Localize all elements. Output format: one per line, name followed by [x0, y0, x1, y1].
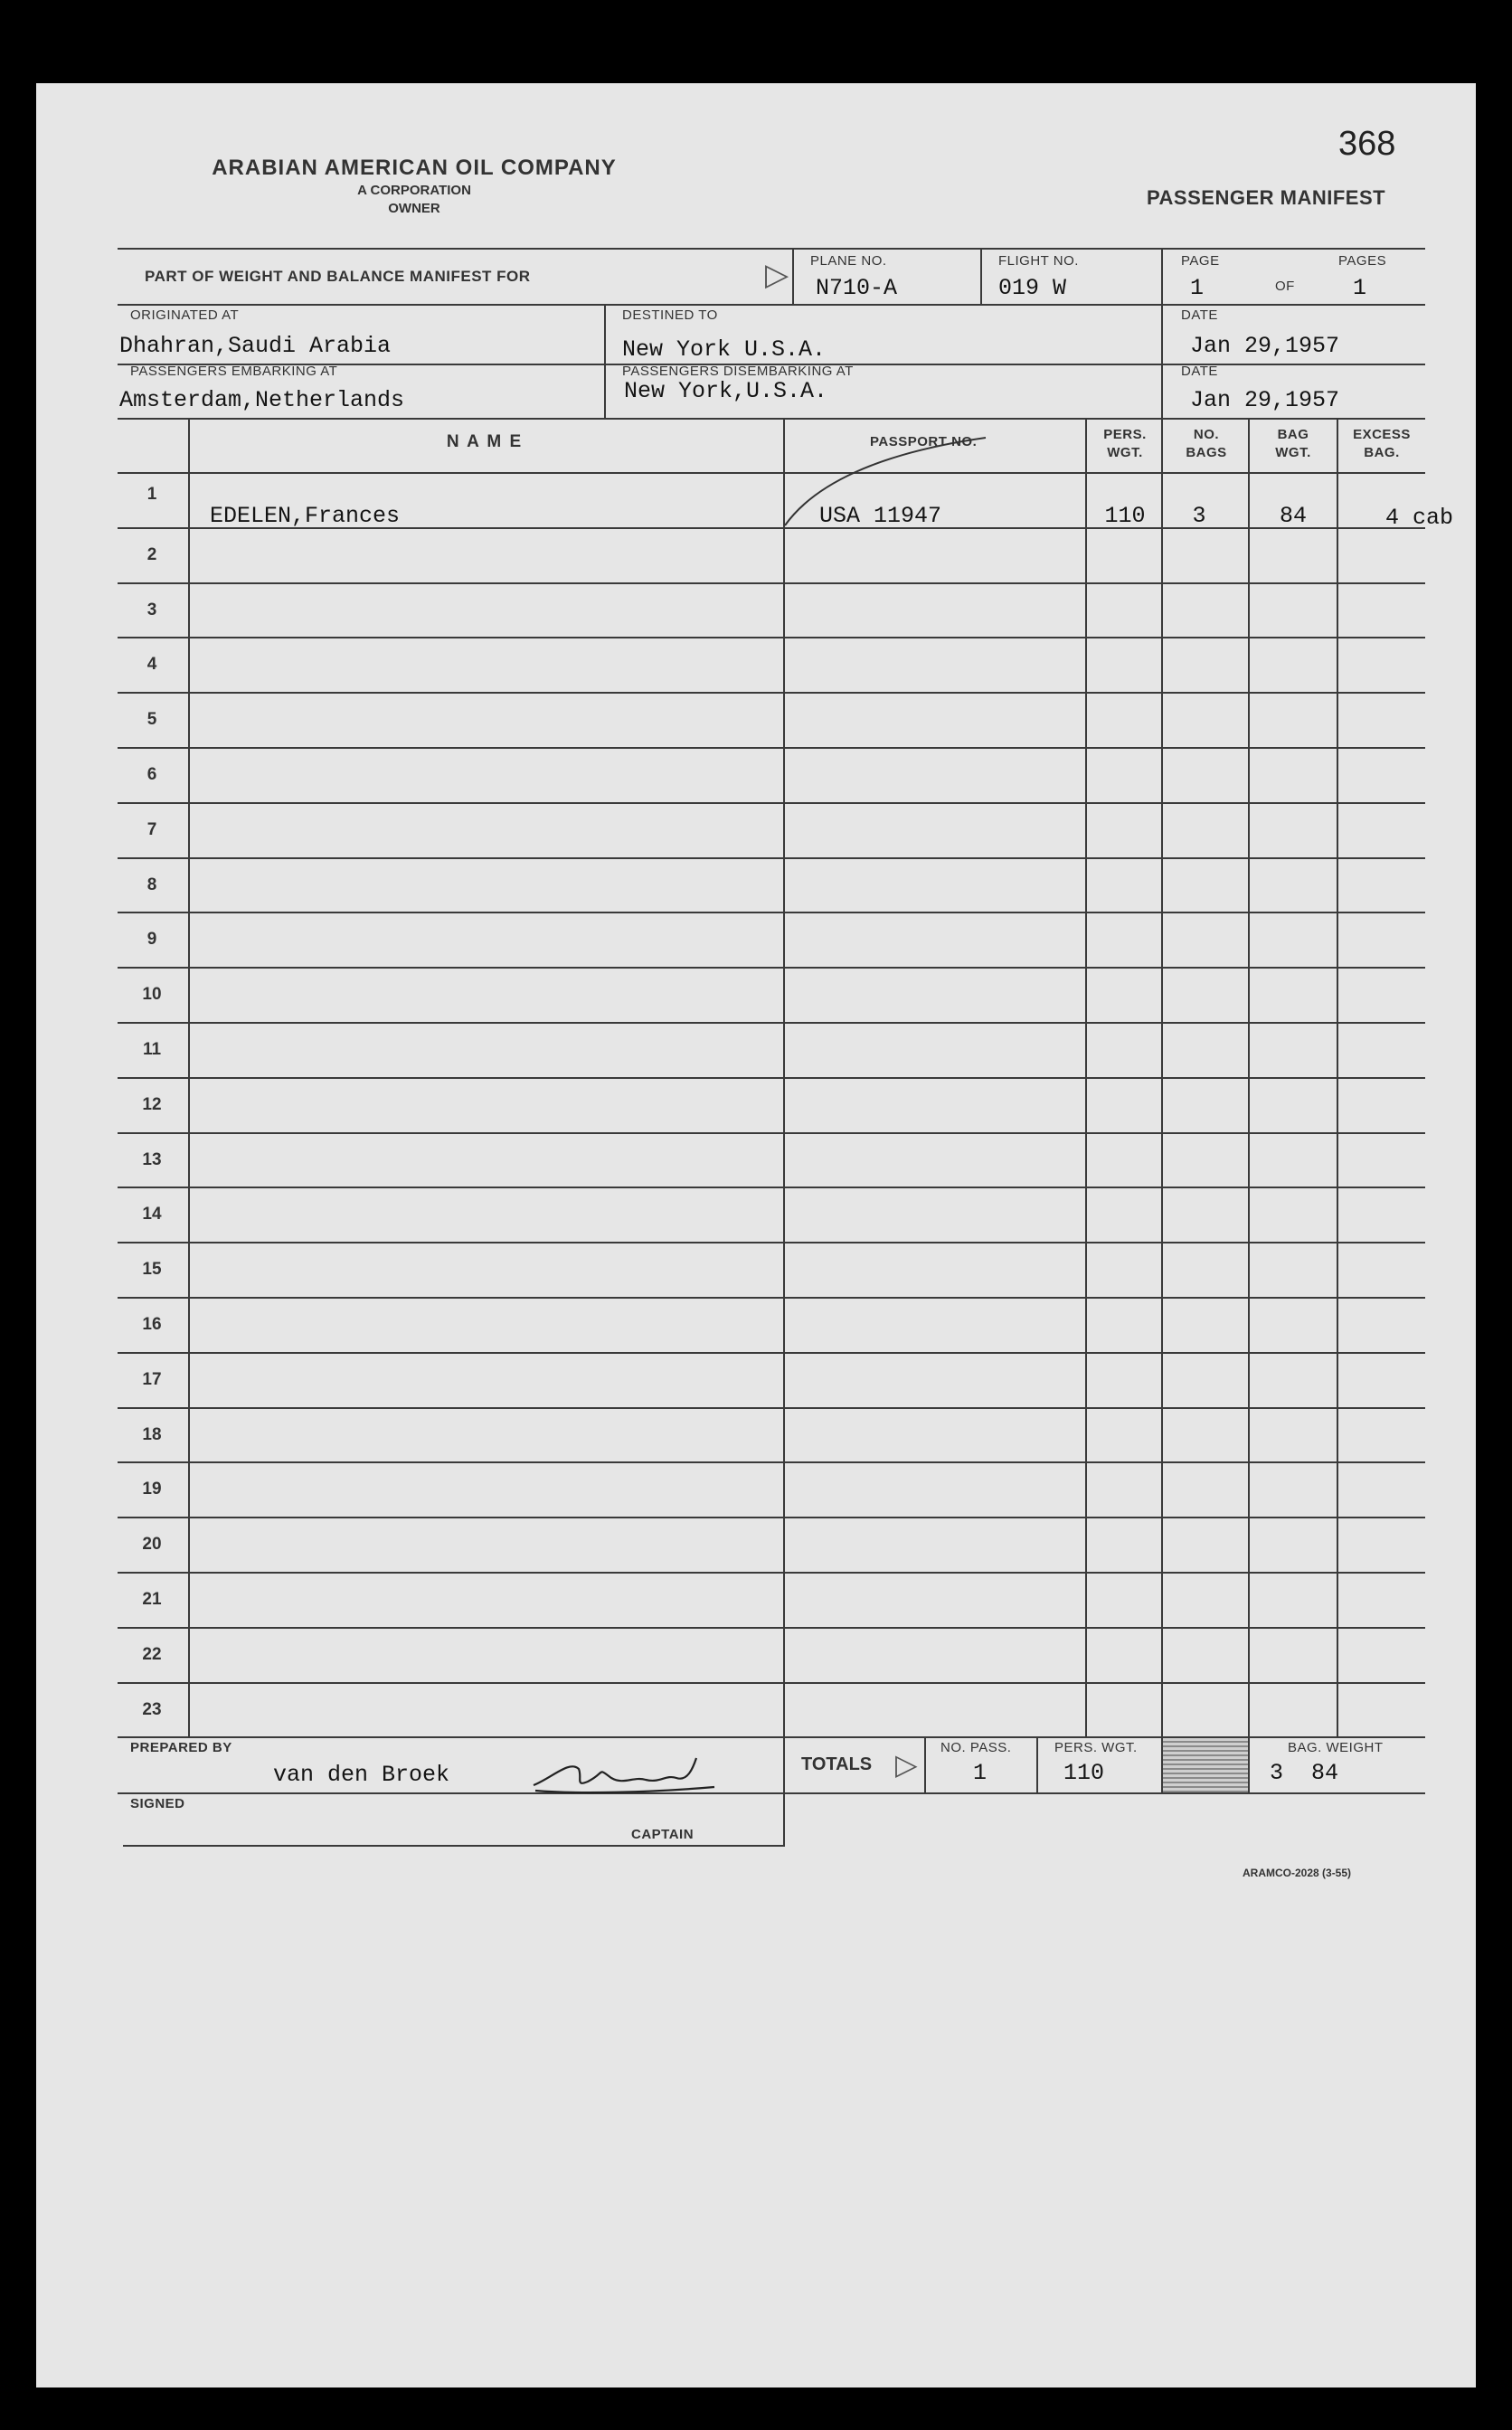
row-line — [118, 1077, 1425, 1079]
totals-label: TOTALS — [801, 1754, 873, 1774]
destined-value: New York U.S.A. — [622, 336, 827, 363]
row-line — [118, 637, 1425, 638]
row-number: 15 — [142, 1260, 162, 1279]
col-passport-header: PASSPORT NO. — [870, 434, 978, 449]
originated-value: Dhahran,Saudi Arabia — [119, 333, 392, 359]
row-number: 14 — [142, 1205, 162, 1224]
date2-label: DATE — [1181, 364, 1218, 379]
prepared-by: van den Broek — [273, 1762, 450, 1788]
row-line — [118, 1572, 1425, 1574]
column-line — [1161, 418, 1163, 1736]
entry-name: EDELEN,Frances — [210, 503, 401, 529]
row-number: 8 — [146, 875, 157, 894]
row-line — [118, 1517, 1425, 1518]
no-pass-value: 1 — [973, 1760, 988, 1786]
row-number: 23 — [142, 1700, 162, 1719]
row-line — [118, 857, 1425, 859]
row-number: 2 — [146, 545, 157, 564]
divider — [118, 304, 1425, 306]
row-line — [118, 1242, 1425, 1243]
page-label: PAGE — [1181, 253, 1220, 269]
captain-signature — [524, 1751, 723, 1805]
row-line — [118, 582, 1425, 584]
pages-value: 1 — [1353, 275, 1367, 301]
row-line — [118, 1352, 1425, 1354]
divider — [980, 248, 982, 304]
row-line — [118, 1187, 1425, 1188]
date-value: Jan 29,1957 — [1190, 333, 1340, 359]
pers-wgt-label: PERS. WGT. — [1054, 1740, 1138, 1755]
row-number: 17 — [142, 1370, 162, 1389]
col-excess-header-2: BAG. — [1364, 445, 1400, 460]
row-number: 1 — [146, 485, 157, 504]
arrow-right-icon: ▷ — [895, 1748, 918, 1781]
divider — [924, 1736, 926, 1792]
row-number: 16 — [142, 1315, 162, 1334]
column-line — [783, 418, 785, 1736]
bag-weight-label: BAG. WEIGHT — [1288, 1740, 1384, 1755]
column-line — [188, 418, 190, 1736]
row-number: 11 — [142, 1040, 162, 1059]
flight-no: 019 W — [998, 275, 1067, 301]
divider — [1248, 1736, 1250, 1792]
col-pers-wgt-header: PERS. — [1103, 427, 1147, 442]
row-number: 5 — [146, 710, 157, 729]
row-number: 4 — [146, 655, 157, 674]
row-number: 19 — [142, 1480, 162, 1499]
form-title: PASSENGER MANIFEST — [1147, 186, 1386, 209]
page-number: 368 — [1338, 125, 1396, 163]
col-excess-header: EXCESS — [1353, 427, 1411, 442]
col-bag-wgt-header: BAG — [1277, 427, 1309, 442]
plane-no-label: PLANE NO. — [810, 253, 887, 269]
embarking-value: Amsterdam,Netherlands — [119, 387, 405, 413]
page-value: 1 — [1190, 275, 1205, 301]
prepared-label: PREPARED BY — [130, 1740, 232, 1755]
divider — [1036, 1736, 1038, 1792]
originated-label: ORIGINATED AT — [130, 307, 240, 323]
row-line — [118, 747, 1425, 749]
row-number: 6 — [146, 765, 157, 784]
destined-label: DESTINED TO — [622, 307, 718, 323]
entry-no-bags: 3 — [1192, 503, 1206, 529]
flight-no-label: FLIGHT NO. — [998, 253, 1079, 269]
row-line — [118, 802, 1425, 804]
row-line — [118, 1022, 1425, 1024]
row-number: 20 — [142, 1535, 162, 1554]
entry-excess: 4 cab — [1385, 505, 1454, 531]
row-line — [118, 967, 1425, 969]
company-sub1: A CORPORATION — [357, 183, 471, 198]
row-number: 21 — [142, 1590, 162, 1609]
date2-value: Jan 29,1957 — [1190, 387, 1340, 413]
row-number: 18 — [142, 1425, 162, 1444]
disembarking-value: New York,U.S.A. — [624, 378, 828, 404]
form-code: ARAMCO-2028 (3-55) — [1243, 1867, 1352, 1879]
divider — [118, 248, 1425, 250]
row-line — [118, 1132, 1425, 1134]
row-number: 7 — [146, 820, 157, 839]
col-name-header: N A M E — [446, 432, 524, 451]
entry-passport: USA 11947 — [819, 503, 942, 529]
column-line — [1337, 418, 1338, 1736]
divider — [1161, 248, 1163, 418]
col-no-bags-header: NO. — [1193, 427, 1220, 442]
pers-wgt-total: 110 — [1063, 1760, 1105, 1786]
row-number: 13 — [142, 1150, 162, 1169]
row-line — [118, 1627, 1425, 1629]
column-line — [1248, 418, 1250, 1736]
row-line — [118, 1297, 1425, 1299]
captain-label: CAPTAIN — [631, 1827, 695, 1842]
divider — [783, 1736, 785, 1792]
divider — [118, 1792, 1425, 1794]
of-label: OF — [1275, 279, 1295, 294]
plane-no: N710-A — [816, 275, 898, 301]
company-name: ARABIAN AMERICAN OIL COMPANY — [212, 156, 617, 180]
disembarking-label: PASSENGERS DISEMBARKING AT — [622, 364, 854, 379]
row-line — [118, 1407, 1425, 1409]
col-no-bags-header-2: BAGS — [1186, 445, 1227, 460]
row-line — [118, 912, 1425, 913]
divider — [783, 1792, 785, 1847]
shaded-box — [1163, 1738, 1248, 1792]
embarking-label: PASSENGERS EMBARKING AT — [130, 364, 338, 379]
row-number: 9 — [146, 930, 157, 949]
date-label: DATE — [1181, 307, 1218, 323]
divider — [123, 1845, 785, 1847]
entry-bag-wgt: 84 — [1279, 503, 1307, 529]
weight-balance-label: PART OF WEIGHT AND BALANCE MANIFEST FOR — [145, 268, 531, 285]
arrow-right-icon: ▷ — [765, 258, 789, 292]
entry-pers-wgt: 110 — [1104, 503, 1146, 529]
row-line — [118, 1461, 1425, 1463]
pages-label: PAGES — [1338, 253, 1387, 269]
divider — [604, 304, 606, 418]
company-sub2: OWNER — [388, 201, 440, 216]
row-number: 10 — [142, 985, 162, 1004]
col-bag-wgt-header-2: WGT. — [1275, 445, 1311, 460]
signed-label: SIGNED — [130, 1796, 185, 1811]
row-number: 12 — [142, 1095, 162, 1114]
divider — [118, 418, 1425, 420]
row-line — [118, 1682, 1425, 1684]
no-pass-label: NO. PASS. — [940, 1740, 1012, 1755]
row-line — [118, 472, 1425, 474]
row-number: 3 — [146, 600, 157, 619]
row-number: 22 — [142, 1645, 162, 1664]
column-line — [1085, 418, 1087, 1736]
bag-weight-total: 84 — [1311, 1760, 1339, 1786]
col-pers-wgt-header-2: WGT. — [1107, 445, 1143, 460]
divider — [792, 248, 794, 304]
bags-total: 3 — [1270, 1760, 1284, 1786]
row-line — [118, 692, 1425, 694]
